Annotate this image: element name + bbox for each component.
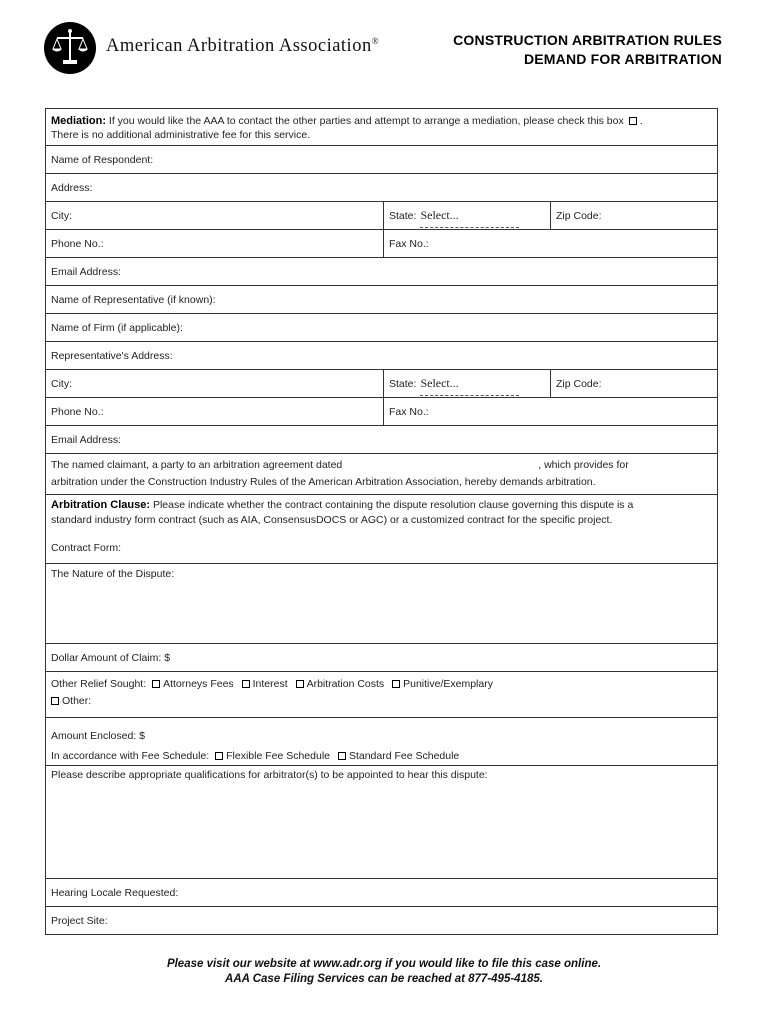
mediation-checkbox[interactable] [629,117,637,125]
interest-label: Interest [252,678,288,690]
qualifications-label: Please describe appropriate qualifications for arbitrator(s) to be appointed to hear this dispute: [51,769,488,781]
flexible-fee-label: Flexible Fee Schedule [226,750,331,762]
claimant-text-end: , which provides for [538,459,629,471]
state-field[interactable] [383,202,550,229]
respondent-name-row[interactable] [46,146,717,174]
attorneys-fees-label: Attorneys Fees [163,678,234,690]
other-relief-cell [46,672,717,717]
mediation-title: Mediation: [51,115,106,127]
city-label: City: [51,209,72,222]
registered-mark: ® [371,36,380,46]
scales-of-justice-icon [44,22,96,74]
amount-enclosed-cell [46,718,717,765]
mediation-text: If you would like the AAA to contact the other parties and attempt to arrange a mediation, please check this box [108,115,624,127]
arbitration-costs-checkbox[interactable] [296,680,304,688]
claimant-statement [46,454,717,494]
clause-title: Arbitration Clause: [51,499,151,511]
hearing-locale-label: Hearing Locale Requested: [51,886,179,899]
claimant-text-line2: arbitration under the Construction Industry Rules of the American Arbitration Association, hereby demands arbitration. [51,476,596,488]
rep-city-label: City: [51,377,72,390]
other-relief-row [46,672,717,718]
interest-checkbox[interactable] [242,680,250,688]
other-relief-checkbox[interactable] [51,697,59,705]
address-label: Address: [51,181,93,194]
rep-fax-field[interactable] [383,398,717,425]
rep-zip-field[interactable] [550,370,717,397]
clause-text-line2: standard industry form contract (such as AIA, ConsensusDOCS or AGC) or a customized contract for the specific project. [51,514,613,526]
firm-name-label: Name of Firm (if applicable): [51,321,183,334]
standard-fee-label: Standard Fee Schedule [348,750,460,762]
punitive-checkbox[interactable] [392,680,400,688]
amount-enclosed-field[interactable] [51,726,145,746]
fax-field[interactable] [383,230,717,257]
demand-form [45,108,718,935]
dollar-amount-label: Dollar Amount of Claim: $ [51,651,171,664]
rep-phone-row [46,398,717,426]
mediation-cell: Mediation: If you would like the AAA to contact the other parties and attempt to arrange a mediation, please check this box . There is no additional administrative fee for this service. [51,115,643,141]
other-relief-other-label: Other: [62,695,92,707]
email-label: Email Address: [51,265,122,278]
amount-enclosed-row [46,718,717,766]
standard-fee-checkbox[interactable] [338,752,346,760]
firm-name-row[interactable] [46,314,717,342]
state-select[interactable]: Select... [420,208,459,222]
rep-state-select[interactable]: Select... [420,376,459,390]
form-title-demand: DEMAND FOR ARBITRATION [523,51,722,67]
fee-schedule-label: In accordance with Fee Schedule: [51,750,210,762]
amount-enclosed-label: Amount Enclosed: $ [51,730,145,742]
rep-fax-label: Fax No.: [389,405,429,418]
claimant-statement-row [46,454,717,495]
hearing-locale-row[interactable] [46,879,717,907]
rep-email-row[interactable] [46,426,717,454]
mediation-fee-note: There is no additional administrative fee for this service. [51,129,311,141]
rep-name-label: Name of Representative (if known): [51,293,216,306]
claimant-text-start: The named claimant, a party to an arbitration agreement dated [51,459,343,471]
contract-form-label: Contract Form: [51,542,122,554]
arbitration-costs-label: Arbitration Costs [306,678,385,690]
representative-name-row[interactable] [46,286,717,314]
other-relief-label: Other Relief Sought: [51,678,147,690]
footer-phone-note: AAA Case Filing Services can be reached at 877-495-4185. [225,973,543,985]
rep-address-row[interactable] [46,342,717,370]
zip-label: Zip Code: [556,209,602,222]
org-name-text: American Arbitration Association [106,36,372,57]
state-label: State: [389,209,417,222]
respondent-email-row[interactable] [46,258,717,286]
form-title-rules: CONSTRUCTION ARBITRATION RULES [453,32,722,48]
rep-address-label: Representative's Address: [51,349,173,362]
clause-text: Please indicate whether the contract containing the dispute resolution clause governing this dispute is a [152,499,634,511]
punitive-label: Punitive/Exemplary [403,678,493,690]
zip-field[interactable] [550,202,717,229]
rep-phone-field[interactable] [46,398,383,425]
rep-state-label: State: [389,377,417,390]
rep-state-field[interactable] [383,370,550,397]
respondent-phone-row [46,230,717,258]
qualifications-row[interactable] [46,766,717,879]
respondent-city-row [46,202,717,230]
dollar-amount-row[interactable] [46,644,717,672]
respondent-name-label: Name of Respondent: [51,153,154,166]
respondent-address-row[interactable] [46,174,717,202]
organization-name [106,36,379,57]
rep-city-field[interactable] [46,370,383,397]
fax-label: Fax No.: [389,237,429,250]
attorneys-fees-checkbox[interactable] [152,680,160,688]
aaa-logo [44,22,96,74]
rep-phone-label: Phone No.: [51,405,104,418]
arbitration-clause-row [46,495,717,564]
mediation-row [46,109,717,146]
footer-website-note: Please visit our website at www.adr.org if you would like to file this case online. [166,958,602,970]
flexible-fee-checkbox[interactable] [215,752,223,760]
phone-label: Phone No.: [51,237,104,250]
project-site-label: Project Site: [51,914,108,927]
dispute-nature-label: The Nature of the Dispute: [51,568,175,580]
agreement-date-field[interactable] [342,457,538,474]
rep-zip-label: Zip Code: [556,377,602,390]
phone-field[interactable] [46,230,383,257]
project-site-row[interactable] [46,907,717,934]
dispute-nature-row[interactable] [46,564,717,644]
city-field[interactable] [46,202,383,229]
rep-email-label: Email Address: [51,433,122,446]
arbitration-clause-cell [46,495,717,563]
contract-form-field[interactable] [51,541,121,556]
rep-city-row [46,370,717,398]
